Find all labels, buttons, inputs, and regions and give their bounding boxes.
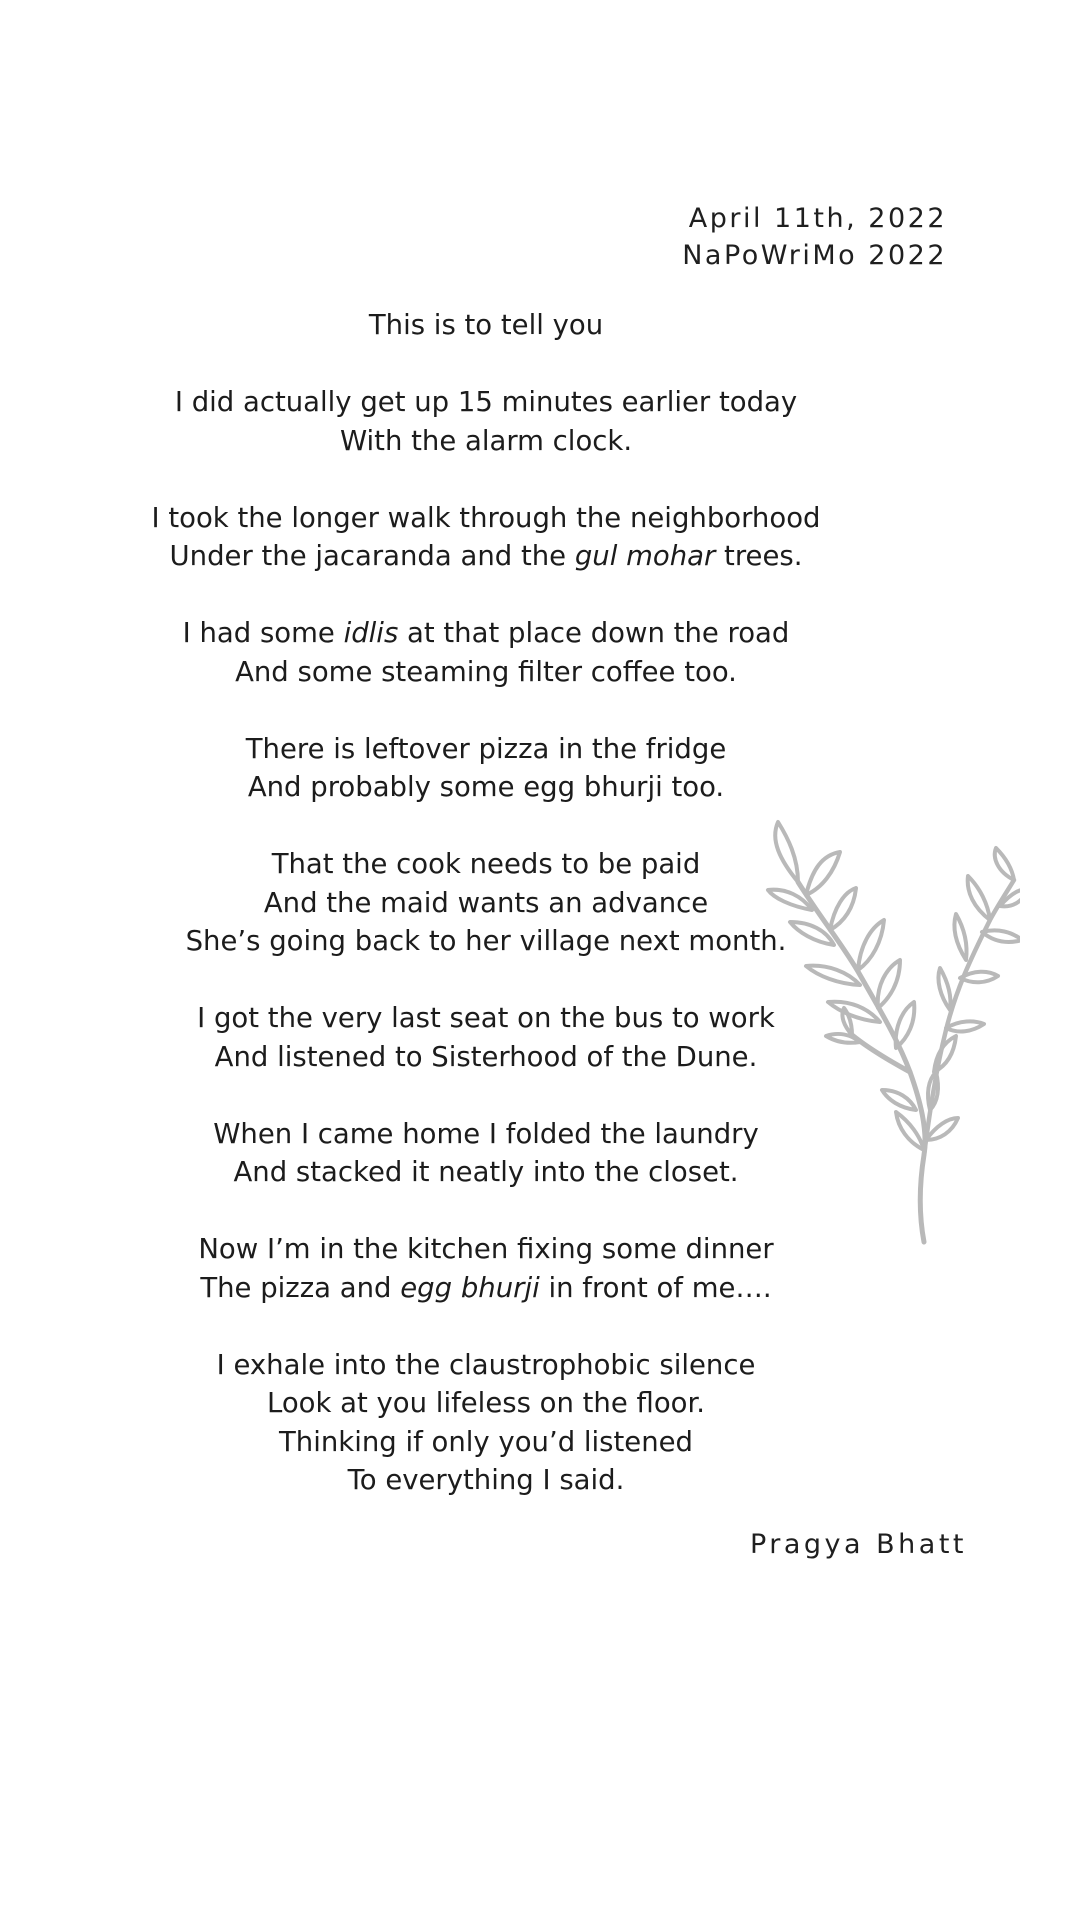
poem-line: I got the very last seat on the bus to work bbox=[197, 1002, 775, 1034]
poem-line: To everything I said. bbox=[347, 1464, 625, 1496]
poem-line: I did actually get up 15 minutes earlier today bbox=[174, 386, 798, 418]
line-text: The pizza and bbox=[200, 1271, 401, 1304]
poem-line: And stacked it neatly into the closet. bbox=[233, 1156, 739, 1188]
poem-line: When I came home I folded the laundry bbox=[213, 1117, 759, 1150]
italic-term: egg bhurji bbox=[400, 1271, 540, 1304]
italic-term: gul mohar bbox=[574, 540, 716, 572]
line-text: I had some bbox=[182, 617, 344, 649]
line-text: trees. bbox=[715, 540, 803, 572]
poem-line: That the cook needs to be paid bbox=[271, 848, 701, 880]
poem-date: April 11th, 2022 bbox=[688, 203, 947, 234]
poem-line: Thinking if only you’d listened bbox=[278, 1425, 694, 1458]
stanza-4 bbox=[0, 730, 972, 807]
poem-line: And some steaming filter coffee too. bbox=[235, 655, 737, 688]
italic-term: idlis bbox=[343, 617, 399, 649]
stanza-9 bbox=[0, 1346, 972, 1500]
poem-line: There is leftover pizza in the fridge bbox=[245, 732, 727, 765]
stanza-3 bbox=[0, 614, 972, 691]
poem-line bbox=[0, 537, 972, 576]
poem-line: With the alarm clock. bbox=[339, 424, 633, 457]
line-text: in front of me…. bbox=[539, 1271, 772, 1304]
poem-line bbox=[0, 614, 972, 653]
poem-line: Look at you lifeless on the floor. bbox=[267, 1387, 705, 1419]
stanza-2 bbox=[0, 499, 972, 576]
poem-line: And probably some egg bhurji too. bbox=[247, 771, 725, 803]
poem-header bbox=[682, 200, 947, 274]
line-text: at that place down the road bbox=[398, 617, 790, 649]
poem-line bbox=[0, 1269, 972, 1308]
poem-line: And listened to Sisterhood of the Dune. bbox=[214, 1040, 758, 1073]
line-text: Under the jacaranda and the bbox=[169, 540, 575, 572]
author-signature: Pragya Bhatt bbox=[749, 1529, 967, 1560]
stanza-1 bbox=[0, 383, 972, 460]
poem-line: Now I’m in the kitchen fixing some dinner bbox=[198, 1233, 774, 1265]
poem-event: NaPoWriMo 2022 bbox=[682, 240, 947, 271]
poem-line: I exhale into the claustrophobic silence bbox=[216, 1348, 756, 1381]
poem-line: I took the longer walk through the neighborhood bbox=[151, 501, 821, 534]
poem-line: And the maid wants an advance bbox=[263, 886, 709, 919]
botanical-sprig-icon bbox=[760, 810, 1020, 1255]
poem-line: She’s going back to her village next month. bbox=[185, 925, 787, 957]
poem-title: This is to tell you bbox=[368, 309, 604, 341]
